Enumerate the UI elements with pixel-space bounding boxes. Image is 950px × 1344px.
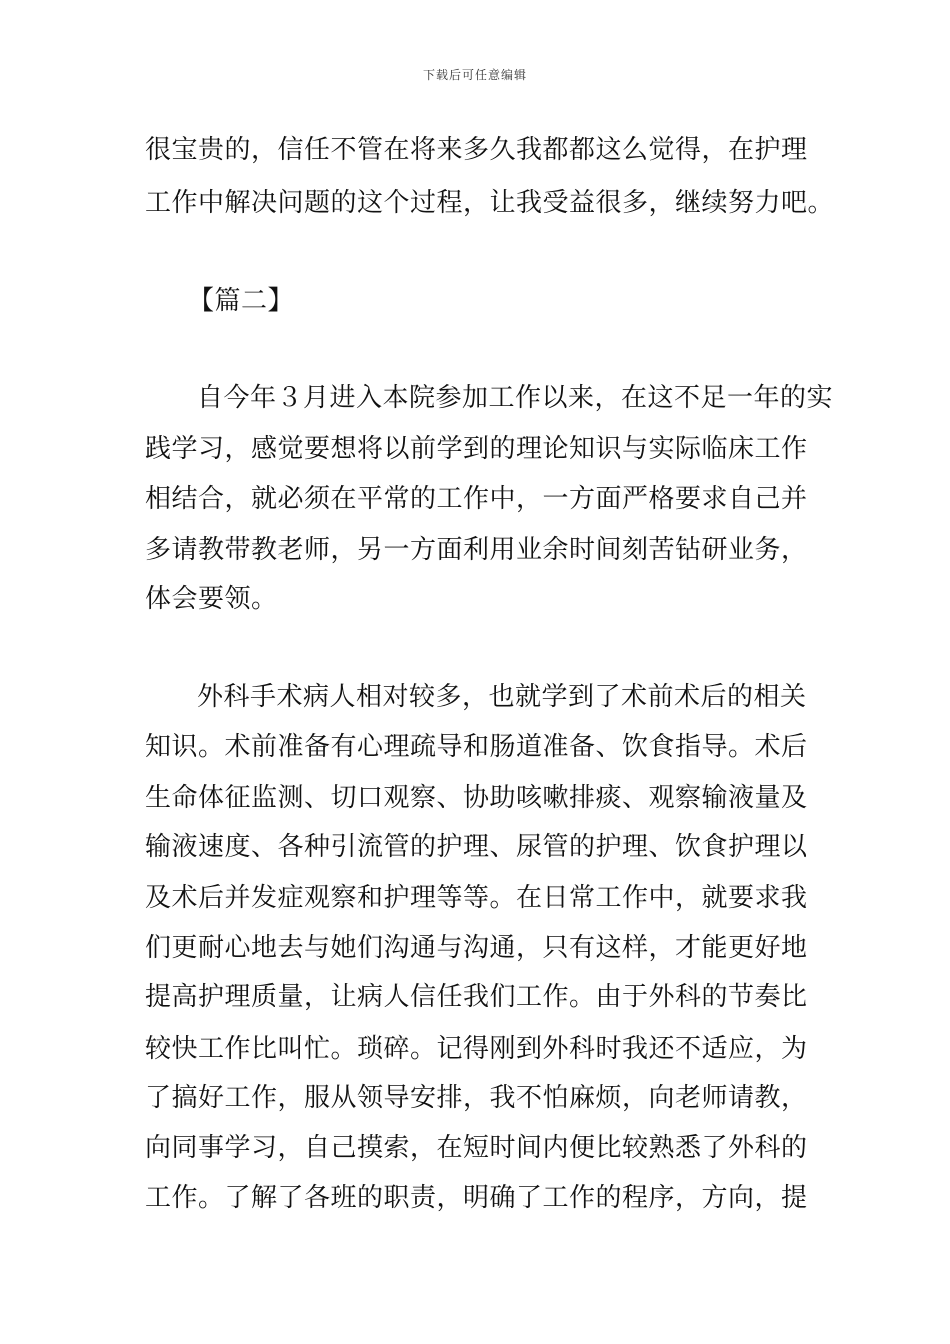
paragraph-line: 及术后并发症观察和护理等等。在日常工作中，就要求我	[145, 883, 808, 913]
paragraph-line: 工作中解决问题的这个过程，让我受益很多，继续努力吧。	[145, 188, 835, 218]
paragraph-line: 知识。术前准备有心理疏导和肠道准备、饮食指导。术后	[145, 732, 808, 762]
paragraph-line: 体会要领。	[145, 584, 278, 614]
paragraph-line: 提高护理质量，让病人信任我们工作。由于外科的节奏比	[145, 982, 808, 1012]
paragraph-line: 输液速度、各种引流管的护理、尿管的护理、饮食护理以	[145, 832, 808, 862]
paragraph-line: 践学习，感觉要想将以前学到的理论知识与实际临床工作	[145, 434, 808, 464]
paragraph-line: 较快工作比叫忙。琐碎。记得刚到外科时我还不适应，为	[145, 1034, 808, 1064]
paragraph-line: 了搞好工作，服从领导安排，我不怕麻烦，向老师请教，	[145, 1083, 808, 1113]
paragraph-line: 生命体征监测、切口观察、协助咳嗽排痰、观察输液量及	[145, 783, 808, 813]
section-heading: 【篇二】	[188, 286, 295, 316]
paragraph-line: 自今年３月进入本院参加工作以来，在这不足一年的实	[197, 383, 834, 413]
paragraph-line: 们更耐心地去与她们沟通与沟通，只有这样，才能更好地	[145, 933, 808, 963]
paragraph-line: 相结合，就必须在平常的工作中，一方面严格要求自己并	[145, 484, 808, 514]
paragraph-line: 工作。了解了各班的职责，明确了工作的程序，方向，提	[145, 1183, 808, 1213]
paragraph-line: 向同事学习，自己摸索，在短时间内便比较熟悉了外科的	[145, 1133, 808, 1163]
paragraph-line: 外科手术病人相对较多，也就学到了术前术后的相关	[197, 682, 807, 712]
paragraph-line: 多请教带教老师，另一方面利用业余时间刻苦钻研业务，	[145, 535, 808, 565]
page-header-note: 下载后可任意编辑	[422, 68, 527, 82]
paragraph-line: 很宝贵的，信任不管在将来多久我都都这么觉得，在护理	[145, 135, 808, 165]
